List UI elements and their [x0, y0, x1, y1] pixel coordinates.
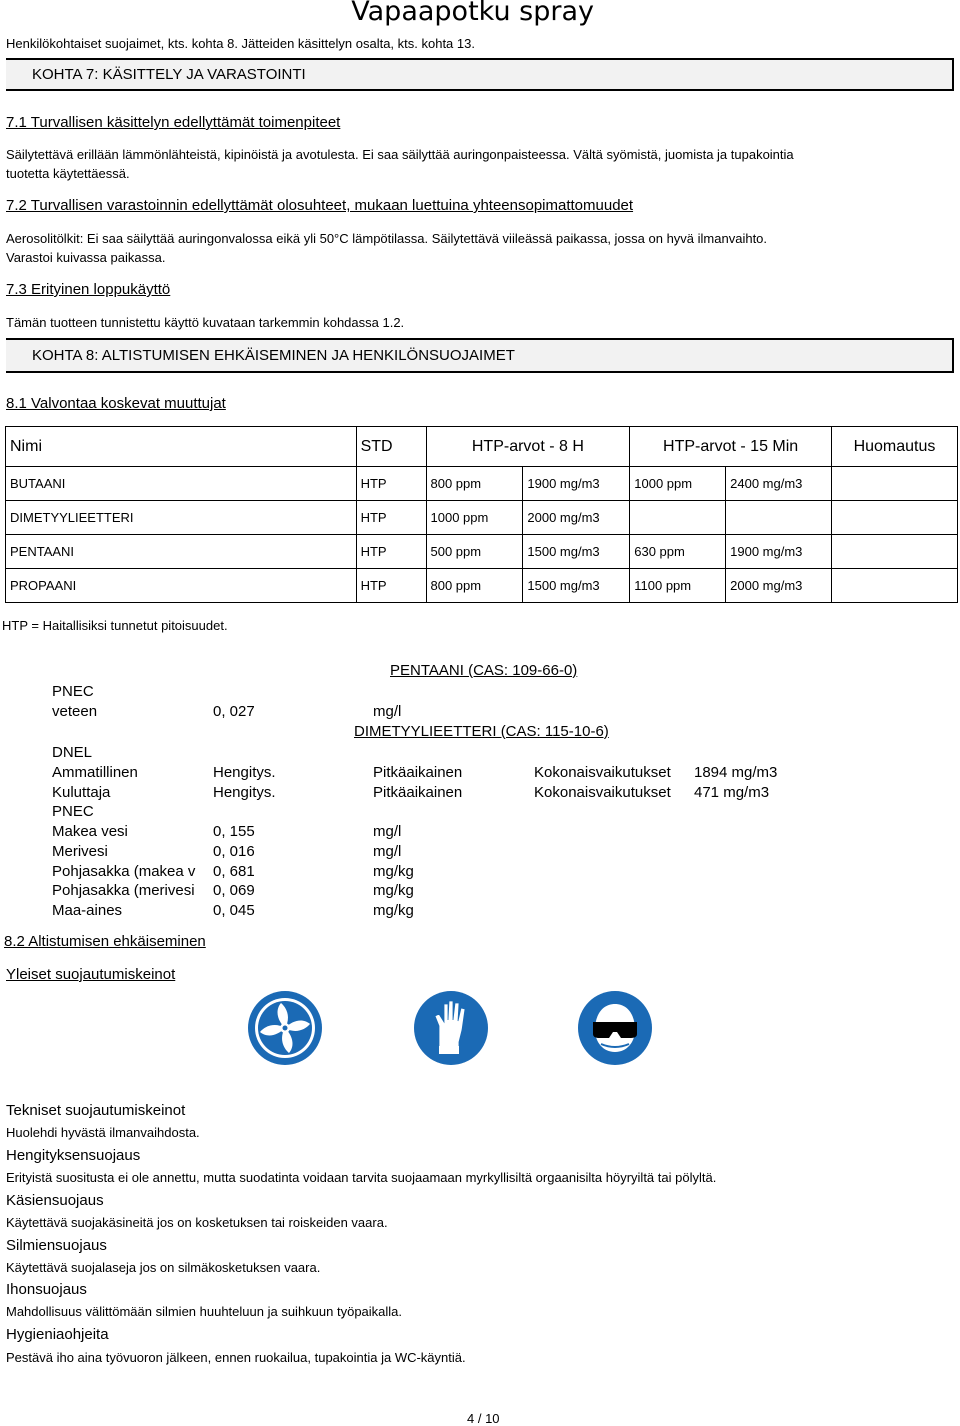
dnel-duration: Pitkäaikainen: [373, 784, 463, 801]
table-row: [6, 467, 958, 501]
cell-name: PENTAANI: [6, 535, 357, 569]
htp-note: HTP = Haitallisiksi tunnetut pitoisuudet.: [2, 618, 228, 633]
section-7-header: [6, 58, 954, 91]
cell-8h-mg: 1500 mg/m3: [523, 569, 630, 603]
section-7-2-text-2: Varastoi kuivassa paikassa.: [6, 250, 166, 265]
product-title: Vapaapotku spray: [351, 0, 594, 27]
cell-note: [832, 467, 958, 501]
section-7-title: KOHTA 7: KÄSITTELY JA VARASTOINTI: [32, 66, 306, 83]
dnel-effect: Kokonaisvaikutukset: [534, 784, 671, 801]
cell-std: HTP: [356, 467, 426, 501]
reference-line: Henkilökohtaiset suojaimet, kts. kohta 8. Jätteiden käsittelyn osalta, kts. kohta 13.: [6, 36, 475, 51]
hygiene-text: Pestävä iho aina työvuoron jälkeen, ennen ruokailua, tupakointia ja WC-käyntiä.: [6, 1350, 466, 1365]
cell-note: [832, 569, 958, 603]
pnec-medium: Maa-aines: [52, 902, 123, 919]
cell-8h-ppm: 500 ppm: [426, 535, 523, 569]
section-7-1-text-1: Säilytettävä erillään lämmönlähteistä, kipinöistä ja avotulesta. Ei saa säilyttää auringonpaisteessa. Vältä syömistä, juomista ja tupakointia: [6, 147, 794, 162]
exposure-limits-table: [5, 426, 958, 603]
pnec-unit: mg/l: [373, 843, 402, 860]
general-protection-title: Yleiset suojautumiskeinot: [6, 966, 176, 983]
cell-note: [832, 535, 958, 569]
pnec-value: 0, 016: [213, 843, 255, 860]
table-row: [6, 501, 958, 535]
dme-pnec-label: PNEC: [52, 803, 94, 820]
dnel-route: Hengitys.: [213, 784, 276, 801]
dnel-group: Ammatillinen: [52, 764, 138, 781]
dnel-label: DNEL: [52, 744, 93, 761]
cell-15min-ppm: 1000 ppm: [630, 467, 726, 501]
skin-protection-text: Mahdollisuus välittömään silmien huuhteluun ja suihkuun työpaikalla.: [6, 1304, 403, 1319]
dnel-duration: Pitkäaikainen: [373, 764, 463, 781]
cell-std: HTP: [356, 569, 426, 603]
pnec-unit: mg/kg: [373, 863, 414, 880]
pnec-value: 0, 155: [213, 823, 255, 840]
pentaani-cas-title: PENTAANI (CAS: 109-66-0): [390, 662, 578, 679]
respiratory-protection-title: Hengityksensuojaus: [6, 1147, 141, 1164]
col-header-htp-15min: HTP-arvot - 15 Min: [630, 427, 832, 467]
hand-protection-text: Käytettävä suojakäsineitä jos on kosketuksen tai roiskeiden vaara.: [6, 1215, 388, 1230]
respiratory-protection-text: Erityistä suositusta ei ole annettu, mutta suodatinta voidaan tarvita suojaamaan myrkyllisiltä orgaanisilta höyryiltä tai pölyltä.: [6, 1170, 717, 1185]
section-7-2-text-1: Aerosolitölkit: Ei saa säilyttää auringonvalossa eikä yli 50°C lämpötilassa. Säilytettävä viileässä paikassa, jossa on hyvä ilmanvaihto.: [6, 231, 768, 246]
section-7-1-text-2: tuotetta käytettäessä.: [6, 166, 130, 181]
skin-protection-title: Ihonsuojaus: [6, 1281, 87, 1298]
cell-8h-mg: 1900 mg/m3: [523, 467, 630, 501]
pnec-value: 0, 045: [213, 902, 255, 919]
cell-8h-ppm: 800 ppm: [426, 569, 523, 603]
dnel-value: 1894 mg/m3: [694, 764, 778, 781]
table-header-row: [6, 427, 958, 467]
hand-protection-title: Käsiensuojaus: [6, 1192, 104, 1209]
section-8-title: KOHTA 8: ALTISTUMISEN EHKÄISEMINEN JA HENKILÖNSUOJAIMET: [32, 347, 515, 364]
cell-15min-mg: 2000 mg/m3: [726, 569, 832, 603]
pnec-medium: Merivesi: [52, 843, 108, 860]
cell-std: HTP: [356, 535, 426, 569]
hygiene-title: Hygieniaohjeita: [6, 1326, 109, 1343]
cell-8h-ppm: 1000 ppm: [426, 501, 523, 535]
pentaani-pnec-label: PNEC: [52, 683, 94, 700]
section-7-1-title: 7.1 Turvallisen käsittelyn edellyttämät toimenpiteet: [6, 114, 341, 131]
cell-8h-ppm: 800 ppm: [426, 467, 523, 501]
cell-8h-mg: 1500 mg/m3: [523, 535, 630, 569]
pnec-value: 0, 069: [213, 882, 255, 899]
pnec-value: 0, 681: [213, 863, 255, 880]
pnec-unit: mg/kg: [373, 882, 414, 899]
cell-std: HTP: [356, 501, 426, 535]
section-7-3-text: Tämän tuotteen tunnistettu käyttö kuvataan tarkemmin kohdassa 1.2.: [6, 315, 405, 330]
col-header-std: STD: [356, 427, 426, 467]
section-7-2-title: 7.2 Turvallisen varastoinnin edellyttämät olosuhteet, mukaan luettuina yhteensopimattomuudet: [6, 197, 634, 214]
technical-measures-text: Huolehdi hyvästä ilmanvaihdosta.: [6, 1125, 200, 1140]
cell-15min-ppm: 1100 ppm: [630, 569, 726, 603]
eye-protection-text: Käytettävä suojalaseja jos on silmäkosketuksen vaara.: [6, 1260, 321, 1275]
technical-measures-title: Tekniset suojautumiskeinot: [6, 1102, 186, 1119]
cell-15min-ppm: 630 ppm: [630, 535, 726, 569]
cell-15min-mg: [726, 501, 832, 535]
page-number: 4 / 10: [467, 1411, 500, 1426]
section-8-1-title: 8.1 Valvontaa koskevat muuttujat: [6, 395, 226, 412]
dnel-group: Kuluttaja: [52, 784, 111, 801]
cell-name: PROPAANI: [6, 569, 357, 603]
pentaani-pnec-medium: veteen: [52, 703, 98, 720]
cell-name: DIMETYYLIEETTERI: [6, 501, 357, 535]
cell-15min-ppm: [630, 501, 726, 535]
pentaani-pnec-value: 0, 027: [213, 703, 255, 720]
pnec-unit: mg/kg: [373, 902, 414, 919]
dnel-effect: Kokonaisvaikutukset: [534, 764, 671, 781]
cell-15min-mg: 2400 mg/m3: [726, 467, 832, 501]
table-row: [6, 569, 958, 603]
table-row: [6, 535, 958, 569]
cell-name: BUTAANI: [6, 467, 357, 501]
cell-15min-mg: 1900 mg/m3: [726, 535, 832, 569]
pnec-medium: Pohjasakka (merivesi: [52, 882, 195, 899]
dme-cas-title: DIMETYYLIEETTERI (CAS: 115-10-6): [354, 723, 609, 740]
safety-goggles-icon: [577, 990, 653, 1066]
pentaani-pnec-unit: mg/l: [373, 703, 402, 720]
pnec-medium: Makea vesi: [52, 823, 128, 840]
col-header-htp-8h: HTP-arvot - 8 H: [426, 427, 630, 467]
pnec-medium: Pohjasakka (makea v: [52, 863, 196, 880]
dnel-value: 471 mg/m3: [694, 784, 770, 801]
cell-8h-mg: 2000 mg/m3: [523, 501, 630, 535]
section-8-header: [6, 338, 954, 373]
eye-protection-title: Silmiensuojaus: [6, 1237, 107, 1254]
col-header-name: Nimi: [6, 427, 357, 467]
protective-gloves-icon: [413, 990, 489, 1066]
ventilation-icon: [247, 990, 323, 1066]
pnec-unit: mg/l: [373, 823, 402, 840]
col-header-note: Huomautus: [832, 427, 958, 467]
dnel-route: Hengitys.: [213, 764, 276, 781]
section-7-3-title: 7.3 Erityinen loppukäyttö: [6, 281, 171, 298]
cell-note: [832, 501, 958, 535]
section-8-2-title: 8.2 Altistumisen ehkäiseminen: [4, 933, 206, 950]
